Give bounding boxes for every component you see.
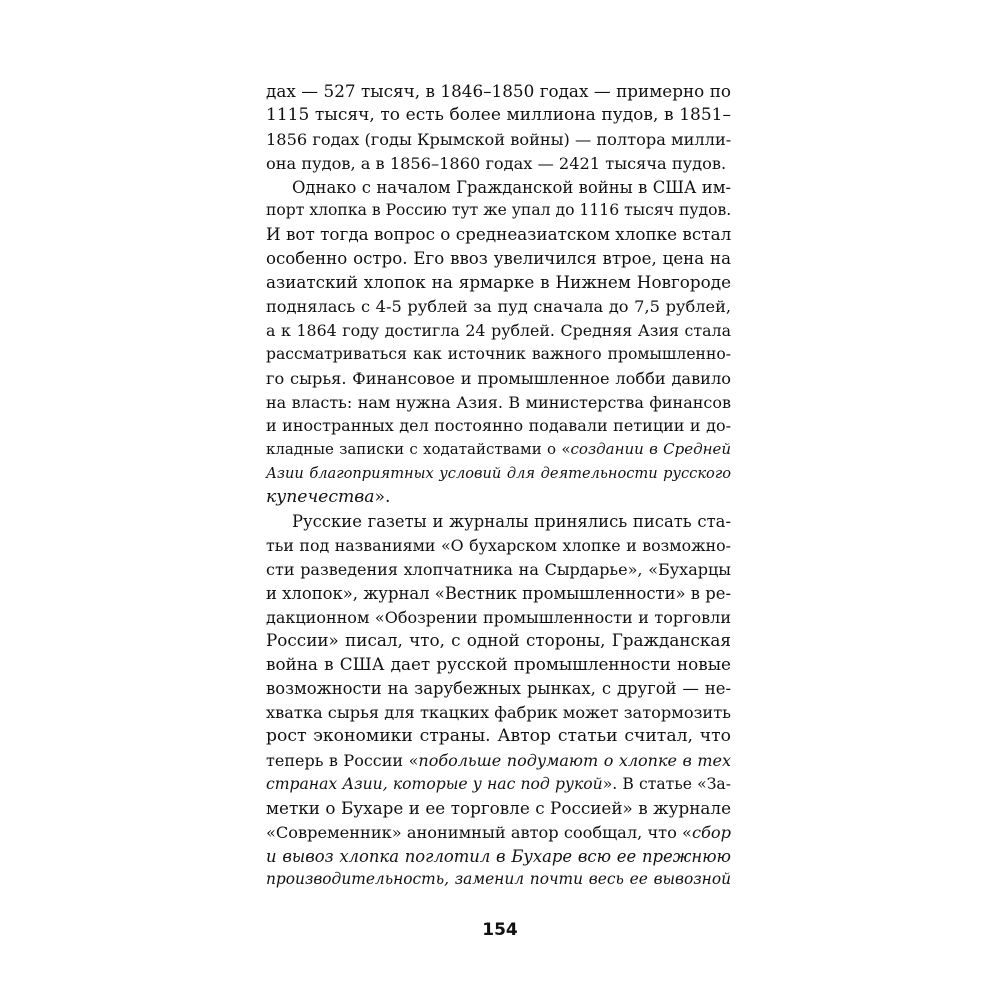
text-line (266, 414, 731, 438)
italic-quote-text: Азии благоприятных условий для деятельности русского (266, 465, 731, 483)
text-line (266, 223, 731, 247)
text-line (266, 749, 731, 773)
line-text: азиатский хлопок на ярмарке в Нижнем Новгороде (266, 272, 731, 293)
text-line (266, 319, 731, 343)
italic-quote-text: купечества (266, 487, 375, 508)
line-text: поднялась с 4-5 рублей за пуд сначала до 7,5 рублей, (266, 297, 731, 317)
line-text: 1856 годах (годы Крымской войны) — полтора милли- (266, 129, 732, 149)
text-line (266, 271, 731, 295)
italic-quote-text: создании в Средней (570, 440, 731, 459)
line-text: Однако с началом Гражданской войны в США им- (292, 177, 731, 197)
line-text: хватка сырья для ткацких фабрик может затормозить (266, 703, 731, 723)
line-text: «Современник» анонимный автор сообщал, что « (266, 822, 692, 842)
text-line (266, 534, 731, 558)
line-text: рассматриваться как источник важного промышленно- (266, 344, 731, 363)
line-text: и иностранных дел постоянно подавали петиции и до- (266, 416, 731, 436)
text-line (266, 462, 731, 486)
line-text: особенно остро. Его ввоз увеличился втрое, цена на (266, 249, 731, 269)
text-line (266, 438, 731, 462)
text-line (266, 701, 731, 725)
line-text: и хлопок», журнал «Вестник промышленности» в ре- (266, 583, 731, 603)
line-text: порт хлопка в Россию тут же упал до 1116 тысяч пудов. (266, 201, 732, 220)
line-text: она пудов, а в 1856–1860 годах — 2421 тысяча пудов. (266, 153, 727, 173)
text-line (266, 80, 731, 104)
text-line (266, 677, 731, 701)
line-text: а к 1864 году достигла 24 рублей. Средняя Азия стала (266, 320, 731, 340)
text-line (266, 486, 731, 510)
italic-quote-text: странах Азии, которые у нас под рукой (266, 774, 603, 793)
text-line (266, 510, 731, 534)
text-line (266, 391, 731, 415)
line-text: ». (374, 487, 391, 508)
italic-quote-text: производительность, заменил почти весь ее вывозной (266, 870, 731, 889)
line-text: Русские газеты и журналы принялись писать ста- (292, 512, 731, 532)
line-text: сти разведения хлопчатника на Сырдарье», «Бухарцы (266, 559, 731, 579)
line-text: И вот тогда вопрос о среднеазиатском хлопке встал (266, 224, 732, 245)
line-text: дакционном «Обозрении промышленности и торговли (266, 607, 731, 627)
text-line (266, 582, 731, 606)
line-text: России» писал, что, с одной стороны, Гражданская (266, 630, 731, 651)
text-line (266, 104, 731, 128)
text-line (266, 343, 731, 367)
line-text: ». В статье «За- (602, 774, 731, 793)
line-text: 1115 тысяч, то есть более миллиона пудов, в 1851– (266, 104, 731, 125)
line-text: возможности на зарубежных рынках, с другой — не- (266, 679, 731, 699)
italic-quote-text: и вывоз хлопка поглотил в Бухаре всю ее прежнюю (266, 846, 731, 866)
text-line (266, 606, 731, 630)
text-line (266, 868, 731, 892)
line-text: метки о Бухаре и ее торговле с Россией» в журнале (266, 797, 731, 818)
line-text: на власть: нам нужна Азия. В министерства финансов (266, 392, 731, 412)
text-line (266, 152, 731, 176)
text-line (266, 199, 731, 223)
text-line (266, 653, 731, 677)
line-text: го сырья. Финансовое и промышленное лобби давило (266, 368, 731, 388)
text-line (266, 367, 731, 391)
text-line (266, 773, 731, 797)
text-line (266, 725, 731, 749)
italic-quote-text: побольше подумают о хлопке в тех (418, 750, 732, 770)
text-line (266, 247, 731, 271)
text-line (266, 128, 731, 152)
text-line (266, 845, 731, 869)
text-line (266, 797, 731, 821)
text-line (266, 821, 731, 845)
body-text (266, 80, 731, 892)
line-text: рост экономики страны. Автор статьи считал, что (266, 726, 731, 747)
line-text: дах — 527 тысяч, в 1846–1850 годах — примерно по (266, 81, 731, 101)
line-text: тьи под названиями «О бухарском хлопке и возможно- (266, 535, 731, 555)
line-text: теперь в России « (266, 750, 419, 770)
line-text: кладные записки с ходатайствами о « (266, 440, 571, 459)
italic-quote-text: сбор (691, 822, 731, 842)
text-line (266, 629, 731, 653)
text-line (266, 176, 731, 200)
line-text: война в США дает русской промышленности новые (266, 654, 731, 675)
page-number: 154 (482, 920, 518, 940)
text-line (266, 558, 731, 582)
text-line (266, 295, 731, 319)
